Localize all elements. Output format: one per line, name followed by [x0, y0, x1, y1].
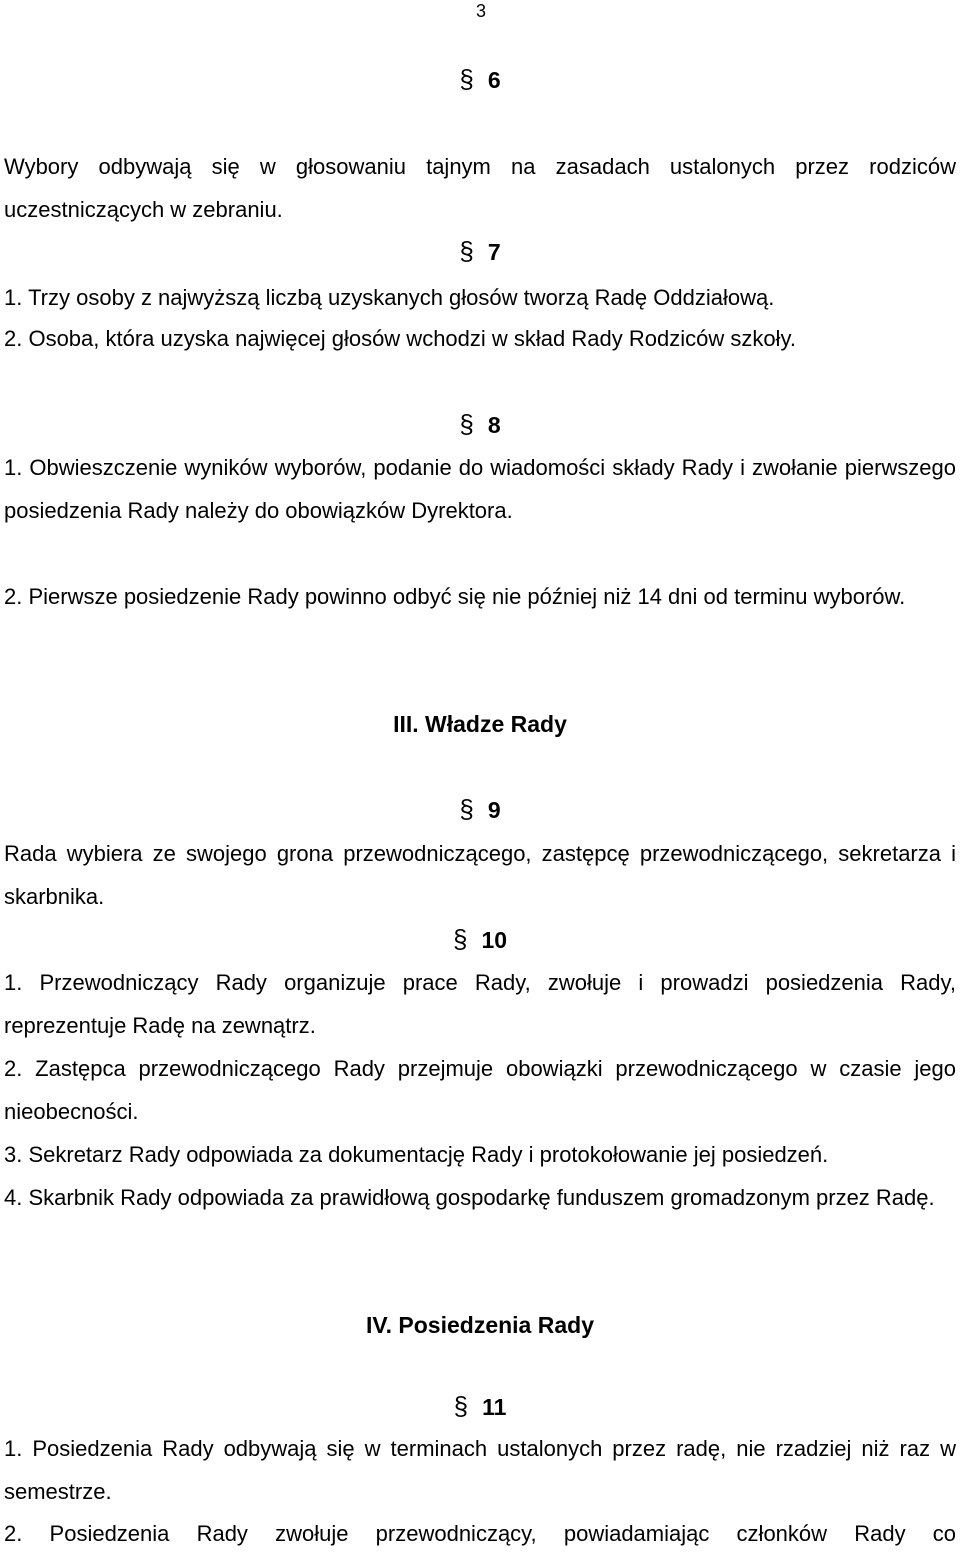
paragraph-11-2: 2. Posiedzenia Rady zwołuje przewodniczący, powiadamiając członków Rady co: [4, 1521, 956, 1546]
section-number: 7: [487, 239, 501, 265]
section-symbol: §: [452, 924, 468, 954]
paragraph-8-1: 1. Obwieszczenie wyników wyborów, podanie do wiadomości składy Rady i zwołanie pierwszego posiedzenia Rady należy do obowiązków Dyrektora.: [4, 455, 956, 523]
paragraph-7-1: 1. Trzy osoby z najwyższą liczbą uzyskanych głosów tworzą Radę Oddziałową.: [4, 285, 775, 310]
section-10-mark: [0, 924, 960, 955]
paragraph-10-2: 2. Zastępca przewodniczącego Rady przejmuje obowiązki przewodniczącego w czasie jego nieobecności.: [4, 1056, 956, 1124]
section-6-mark: [0, 64, 960, 95]
paragraph-10-3: 3. Sekretarz Rady odpowiada za dokumentację Rady i protokołowanie jej posiedzeń.: [4, 1142, 829, 1167]
section-9-mark: [0, 794, 960, 825]
section-number: 8: [487, 412, 501, 438]
section-symbol: §: [459, 236, 474, 266]
page-number: 3: [475, 1, 486, 21]
section-7-mark: [0, 236, 960, 267]
paragraph-9: Rada wybiera ze swojego grona przewodniczącego, zastępcę przewodniczącego, sekretarza i skarbnika.: [4, 841, 956, 909]
section-number: 6: [487, 67, 501, 93]
chapter-heading-4: IV. Posiedzenia Rady: [366, 1312, 594, 1338]
paragraph-10-4: 4. Skarbnik Rady odpowiada za prawidłową gospodarkę funduszem gromadzonym przez Radę.: [4, 1185, 935, 1210]
paragraph-7-2: 2. Osoba, która uzyska najwięcej głosów wchodzi w skład Rady Rodziców szkoły.: [4, 326, 796, 351]
chapter-heading-3: III. Władze Rady: [393, 711, 567, 737]
section-symbol: §: [459, 794, 474, 824]
paragraph-8-2: 2. Pierwsze posiedzenie Rady powinno odbyć się nie później niż 14 dni od terminu wyborów.: [4, 584, 906, 609]
section-symbol: §: [459, 64, 474, 94]
section-symbol: §: [459, 409, 474, 439]
paragraph-10-1: 1. Przewodniczący Rady organizuje prace Rady, zwołuje i prowadzi posiedzenia Rady, reprezentuje Radę na zewnątrz.: [4, 970, 956, 1038]
section-8-mark: [0, 409, 960, 440]
section-number: 9: [487, 797, 501, 823]
section-11-mark: [0, 1391, 960, 1422]
section-number: 10: [481, 927, 508, 953]
paragraph-11-1: 1. Posiedzenia Rady odbywają się w terminach ustalonych przez radę, nie rzadziej niż raz w semestrze.: [4, 1436, 956, 1504]
section-number: 11: [482, 1394, 507, 1420]
section-symbol: §: [453, 1391, 469, 1421]
paragraph-6: Wybory odbywają się w głosowaniu tajnym na zasadach ustalonych przez rodziców uczestniczących w zebraniu.: [4, 154, 956, 222]
